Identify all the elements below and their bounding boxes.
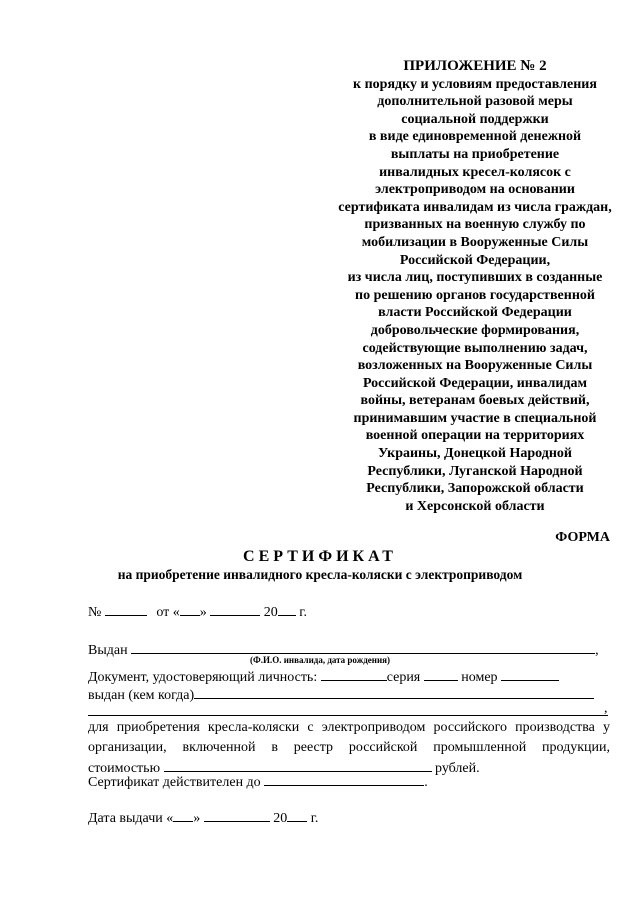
purpose-text: для приобретения кресла-коляски с электроприводом российского производства у организации, включенной в реестр российской промышленной продукции, стоимостью <box>88 720 610 776</box>
issue-date-row <box>88 808 318 827</box>
series-field[interactable] <box>424 667 458 681</box>
appendix-line: принимавшим участие в специальной <box>353 410 597 426</box>
day-field[interactable] <box>180 602 200 616</box>
appendix-line: Российской Федерации, <box>399 252 551 268</box>
document-row <box>88 667 559 686</box>
number-word: номер <box>461 670 498 685</box>
appendix-line: мобилизации в Вооруженные Силы <box>361 234 589 250</box>
continuation-line[interactable] <box>88 715 608 716</box>
appendix-line: власти Российской Федерации <box>378 305 572 321</box>
rubles-label: рублей. <box>435 761 480 776</box>
number-date-row <box>88 602 307 621</box>
appendix-line: электроприводом на основании <box>375 182 575 198</box>
appendix-line: по решению органов государственной <box>355 287 595 303</box>
issue-year-suffix: г. <box>310 811 319 826</box>
document-label: Документ, удостоверяющий личность: <box>88 670 318 685</box>
issue-quote-close: » <box>193 811 201 826</box>
issue-year-field[interactable] <box>287 808 307 822</box>
appendix-line: добровольческие формирования, <box>370 322 580 338</box>
year-suffix: г. <box>299 605 307 620</box>
appendix-line: и Херсонской области <box>405 498 545 514</box>
continuation-comma: , <box>604 701 608 716</box>
appendix-block <box>330 58 620 515</box>
issued-comma: , <box>595 643 599 658</box>
appendix-line: возложенных на Вооруженные Силы <box>357 358 593 374</box>
issue-date-label: Дата выдачи « <box>88 811 174 826</box>
appendix-line: из числа лиц, поступивших в созданные <box>347 270 603 286</box>
document-type-field[interactable] <box>321 667 387 681</box>
issued-by-field[interactable] <box>194 685 594 699</box>
appendix-line: содействующие выполнению задач, <box>362 340 588 356</box>
certificate-number-field[interactable] <box>105 602 147 616</box>
purpose-paragraph <box>88 718 610 779</box>
appendix-line: Украины, Донецкой Народной <box>378 446 572 462</box>
appendix-heading: ПРИЛОЖЕНИЕ № 2 <box>403 58 547 74</box>
issued-label: Выдан <box>88 643 128 658</box>
appendix-line: Российской Федерации, инвалидам <box>362 375 588 391</box>
number-label: № <box>88 605 102 620</box>
document-number-field[interactable] <box>501 667 559 681</box>
series-label: серия <box>386 670 421 685</box>
issued-by-label: выдан (кем когда) <box>88 688 195 703</box>
appendix-line: социальной поддержки <box>401 111 549 127</box>
from-label: от « <box>156 605 180 620</box>
certificate-title: СЕРТИФИКАТ <box>243 548 397 565</box>
valid-label: Сертификат действителен до <box>88 775 261 790</box>
valid-row <box>88 772 428 791</box>
appendix-line: выплаты на приобретение <box>390 146 560 162</box>
appendix-line: призванных на военную службу по <box>364 217 586 233</box>
issued-by-row <box>88 685 594 704</box>
appendix-line: военной операции на территориях <box>365 428 585 444</box>
month-field[interactable] <box>210 602 260 616</box>
cost-field[interactable] <box>164 758 432 772</box>
valid-period: . <box>424 775 428 790</box>
year-prefix: 20 <box>263 605 278 620</box>
certificate-subtitle: на приобретение инвалидного кресла-коляски с электроприводом <box>117 567 523 582</box>
appendix-line: сертификата инвалидам из числа граждан, <box>338 199 612 215</box>
year-field[interactable] <box>278 602 296 616</box>
appendix-line: к порядку и условиям предоставления <box>353 76 597 92</box>
appendix-line: в виде единовременной денежной <box>368 129 582 145</box>
appendix-line: дополнительной разовой меры <box>377 94 573 110</box>
issued-caption: (Ф.И.О. инвалида, дата рождения) <box>250 655 391 665</box>
issue-day-field[interactable] <box>173 808 193 822</box>
appendix-line: Республики, Запорожской области <box>366 481 584 497</box>
appendix-line: инвалидных кресел-колясок с <box>379 164 571 180</box>
form-label: ФОРМА <box>555 530 610 545</box>
issue-year-prefix: 20 <box>273 811 288 826</box>
appendix-line: Республики, Луганской Народной <box>367 463 583 479</box>
quote-close: » <box>199 605 207 620</box>
appendix-line: войны, ветеранам боевых действий, <box>360 393 590 409</box>
valid-until-field[interactable] <box>264 772 424 786</box>
issue-month-field[interactable] <box>204 808 270 822</box>
issued-to-field[interactable] <box>131 640 595 654</box>
